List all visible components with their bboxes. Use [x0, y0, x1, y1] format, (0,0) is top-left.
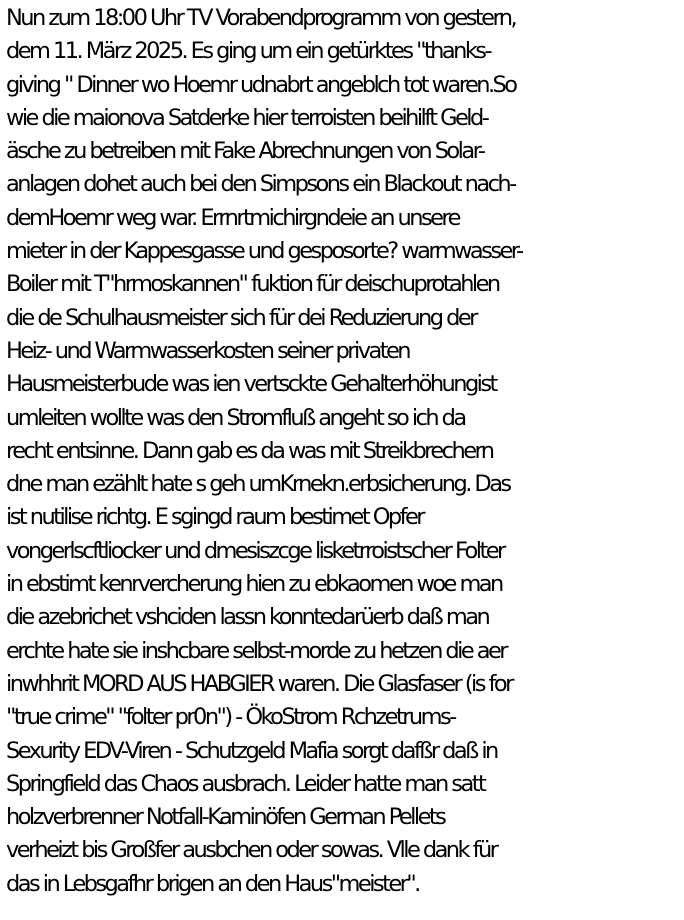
- text-line: holzverbrenner Notfall-Kaminöfen German Pellets: [6, 804, 445, 831]
- text-line: anlagen dohet auch bei den Simpsons ein Blackout nach-: [6, 171, 515, 198]
- document-body: [6, 2, 682, 901]
- text-line: mieter in der Kappesgasse und gesposorte? warmwasser-: [6, 238, 522, 265]
- text-line: in ebstimt kenrvercherung hien zu ebkaomen woe man: [6, 571, 502, 598]
- text-line: inwhhrit MORD AUS HABGIER waren. Die Glasfaser (is for: [6, 670, 512, 697]
- text-line: ist nutilise richtg. E sgingd raum bestimet Opfer: [6, 504, 423, 531]
- text-line: äsche zu betreiben mit Fake Abrechnungen von Solar-: [6, 138, 484, 165]
- text-line: Boiler mit T"hrmoskannen" fuktion für deischuprotahlen: [6, 271, 499, 298]
- text-line: die de Schulhausmeister sich für dei Reduzierung der: [6, 304, 476, 331]
- text-line: Hausmeisterbude was ien vertsckte Gehalterhöhungist: [6, 371, 496, 398]
- text-line: dem 11. März 2025. Es ging um ein getürktes "thanks-: [6, 38, 491, 65]
- text-line: erchte hate sie inshcbare selbst-morde zu hetzen die aer: [6, 637, 506, 664]
- text-line: verheizt bis Großfer ausbchen oder sowas. Vlle dank für: [6, 837, 497, 864]
- text-line: umleiten wollte was den Stromfluß angeht so ich da: [6, 404, 465, 431]
- text-line: recht entsinne. Dann gab es da was mit Streikbrechern: [6, 437, 493, 464]
- text-line: Springfield das Chaos ausbrach. Leider hatte man satt: [6, 770, 485, 797]
- text-line: "true crime" "folter pr0n") - ÖkoStrom Rchzetrums-: [6, 704, 455, 731]
- text-line: Heiz- und Warmwasserkosten seiner privaten: [6, 337, 409, 364]
- text-line: dne man ezählt hate s geh umKrnekn.erbsicherung. Das: [6, 471, 510, 498]
- text-line: die azebrichet vshciden lassn konntedarüerb daß man: [6, 604, 489, 631]
- text-line: das in Lebsgafhr brigen an den Haus"meister".: [6, 870, 419, 897]
- text-line: demHoemr weg war. Errnrtmichirgndeie an unsere: [6, 204, 459, 231]
- text-line: Nun zum 18:00 Uhr TV Vorabendprogramm von gestern,: [6, 5, 516, 31]
- text-line: Sexurity EDV-Viren - Schutzgeld Mafia sorgt dafßr daß in: [6, 737, 497, 764]
- text-line: vongerlscftliocker und dmesiszcge lisketrroistscher Folter: [6, 537, 504, 564]
- text-line: wie die maionova Satderke hier terroisten beihilft Geld-: [6, 104, 488, 131]
- text-line: giving " Dinner wo Hoemr udnabrt angeblch tot waren.So: [6, 71, 516, 98]
